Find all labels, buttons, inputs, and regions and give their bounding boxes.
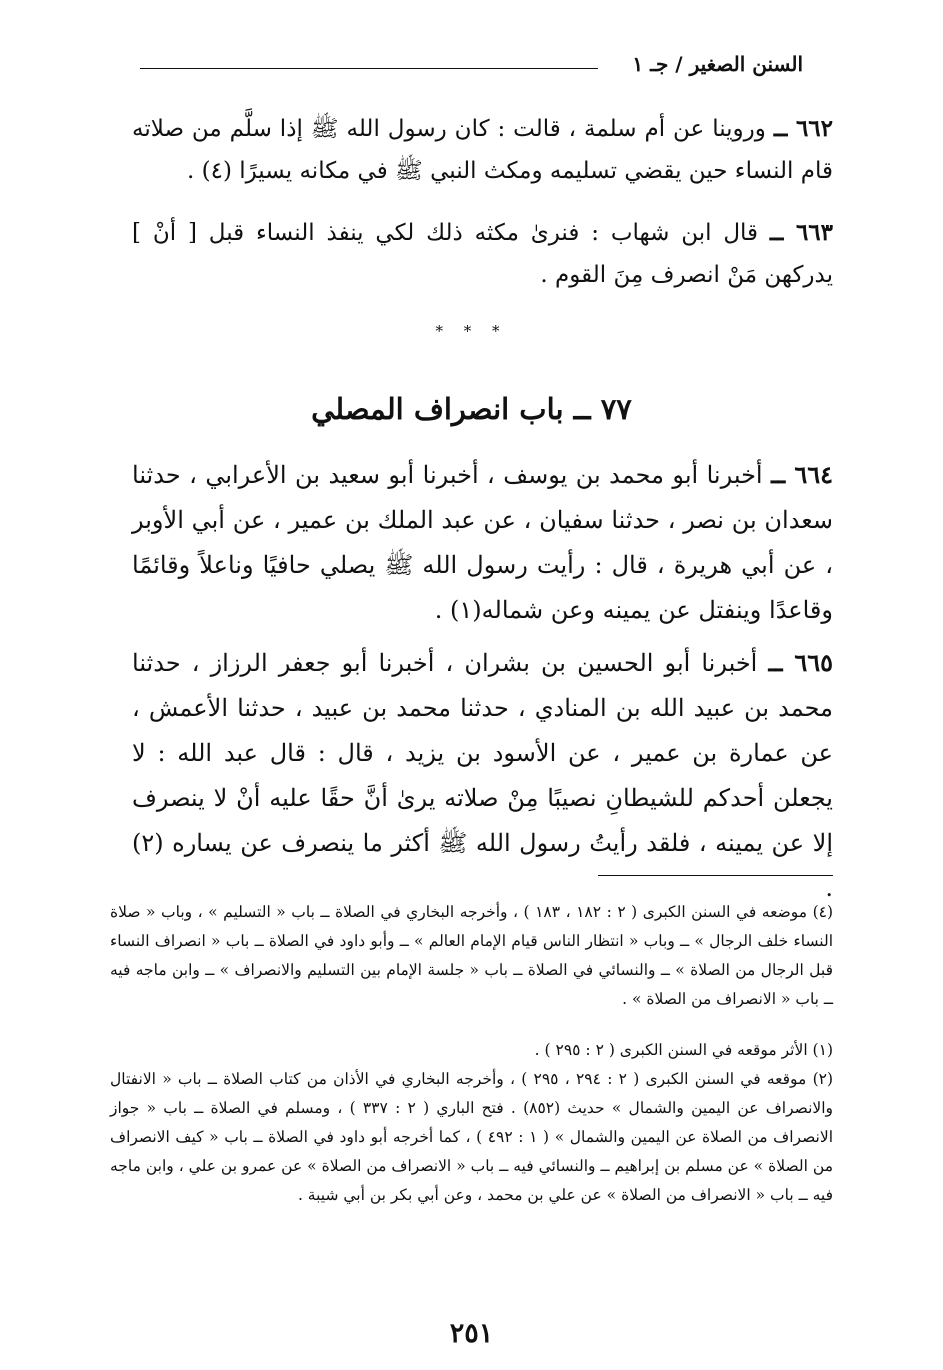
running-header <box>140 52 803 80</box>
chapter-title: ٧٧ ــ باب انصراف المصلي <box>311 392 632 426</box>
hadith-665 <box>132 640 833 911</box>
hadith-text: قال ابن شهاب : فنرىٰ مكثه ذلك لكي ينفذ النساء قبل [ أنْ ] يدركهن مَنْ انصرف مِنَ القوم . <box>132 220 833 288</box>
footnote-1: (١) الأثر موقعه في السنن الكبرى ( ٢ : ٢٩٥ ) . <box>534 1041 833 1059</box>
hadith-number: ٦٦٢ ــ <box>773 115 833 142</box>
hadith-number: ٦٦٣ ــ <box>769 219 834 246</box>
page-number: ٢٥١ <box>449 1318 494 1349</box>
hadith-662 <box>132 108 833 192</box>
hadith-text: أخبرنا أبو محمد بن يوسف ، أخبرنا أبو سعيد بن الأعرابي ، حدثنا سعدان بن نصر ، حدثنا سفيان ، عن عبد الملك بن عمير ، عن أبي الأوبر ، عن أبي هريرة ، قال : رأيت رسول الله ﷺ يصلي حافيًا وناعلاً وقائمًا وقاعدًا وينفتل عن يمينه وعن شماله(١) . <box>132 461 833 624</box>
footnote-rule <box>598 875 833 876</box>
footnote-2: (٢) موقعه في السنن الكبرى ( ٢ : ٢٩٤ ، ٢٩٥ ) ، وأخرجه البخاري في الأذان من كتاب الصلاة ــ باب « الانفتال والانصراف عن اليمين والشمال » حديث (٨٥٢) . فتح الباري ( ٢ : ٣٣٧ ) ، ومسلم في الصلاة ــ باب « جواز الانصراف من الصلاة عن اليمين والشمال » ( ١ : ٤٩٢ ) ، كما أخرجه أبو داود في الصلاة ــ باب « كيف الانصراف من الصلاة » عن مسلم بن إبراهيم ــ والنسائي فيه ــ باب « الانصراف من الصلاة » عن عمرو بن علي ، وابن ماجه فيه ــ باب « الانصراف من الصلاة » عن علي بن محمد ، وعن أبي بكر بن أبي شيبة . <box>110 1070 834 1204</box>
hadith-text: وروينا عن أم سلمة ، قالت : كان رسول الله ﷺ إذا سلَّم من صلاته قام النساء حين يقضي تسليمه ومكث النبي ﷺ في مكانه يسيرًا (٤) . <box>132 116 833 184</box>
hadith-663 <box>132 212 833 296</box>
footnote-4: (٤) موضعه في السنن الكبرى ( ٢ : ١٨٢ ، ١٨٣ ) ، وأخرجه البخاري في الصلاة ــ باب « التسليم » ، وباب « صلاة النساء خلف الرجال » ــ وباب « انتظار الناس قيام الإمام العالم » ــ وأبو داود في الصلاة ــ باب « انصراف النساء قبل الرجال من الصلاة » ــ والنسائي في الصلاة ــ باب « جلسة الإمام بين التسليم والانصراف » ــ وابن ماجه فيه ــ باب « الانصراف من الصلاة » . <box>110 903 834 1008</box>
section-separator: * * * <box>435 322 508 340</box>
header-title: السنن الصغير / جـ ١ <box>632 52 803 76</box>
header-rule <box>140 68 598 69</box>
hadith-text: أخبرنا أبو الحسين بن بشران ، أخبرنا أبو جعفر الرزاز ، حدثنا محمد بن عبيد الله بن المنادي ، حدثنا محمد بن عبيد ، حدثنا الأعمش ، عن عمارة بن عمير ، عن الأسود بن يزيد ، قال : قال عبد الله : لا يجعلن أحدكم للشيطانِ نصيبًا مِنْ صلاته يرىٰ أنَّ حقًا عليه أنْ لا ينصرف إلا عن يمينه ، فلقد رأيتُ رسول الله ﷺ أكثر ما ينصرف عن يساره (٢) . <box>132 649 833 902</box>
hadith-number: ٦٦٤ ــ <box>771 460 833 489</box>
hadith-664 <box>132 452 833 633</box>
hadith-number: ٦٦٥ ــ <box>768 648 833 677</box>
